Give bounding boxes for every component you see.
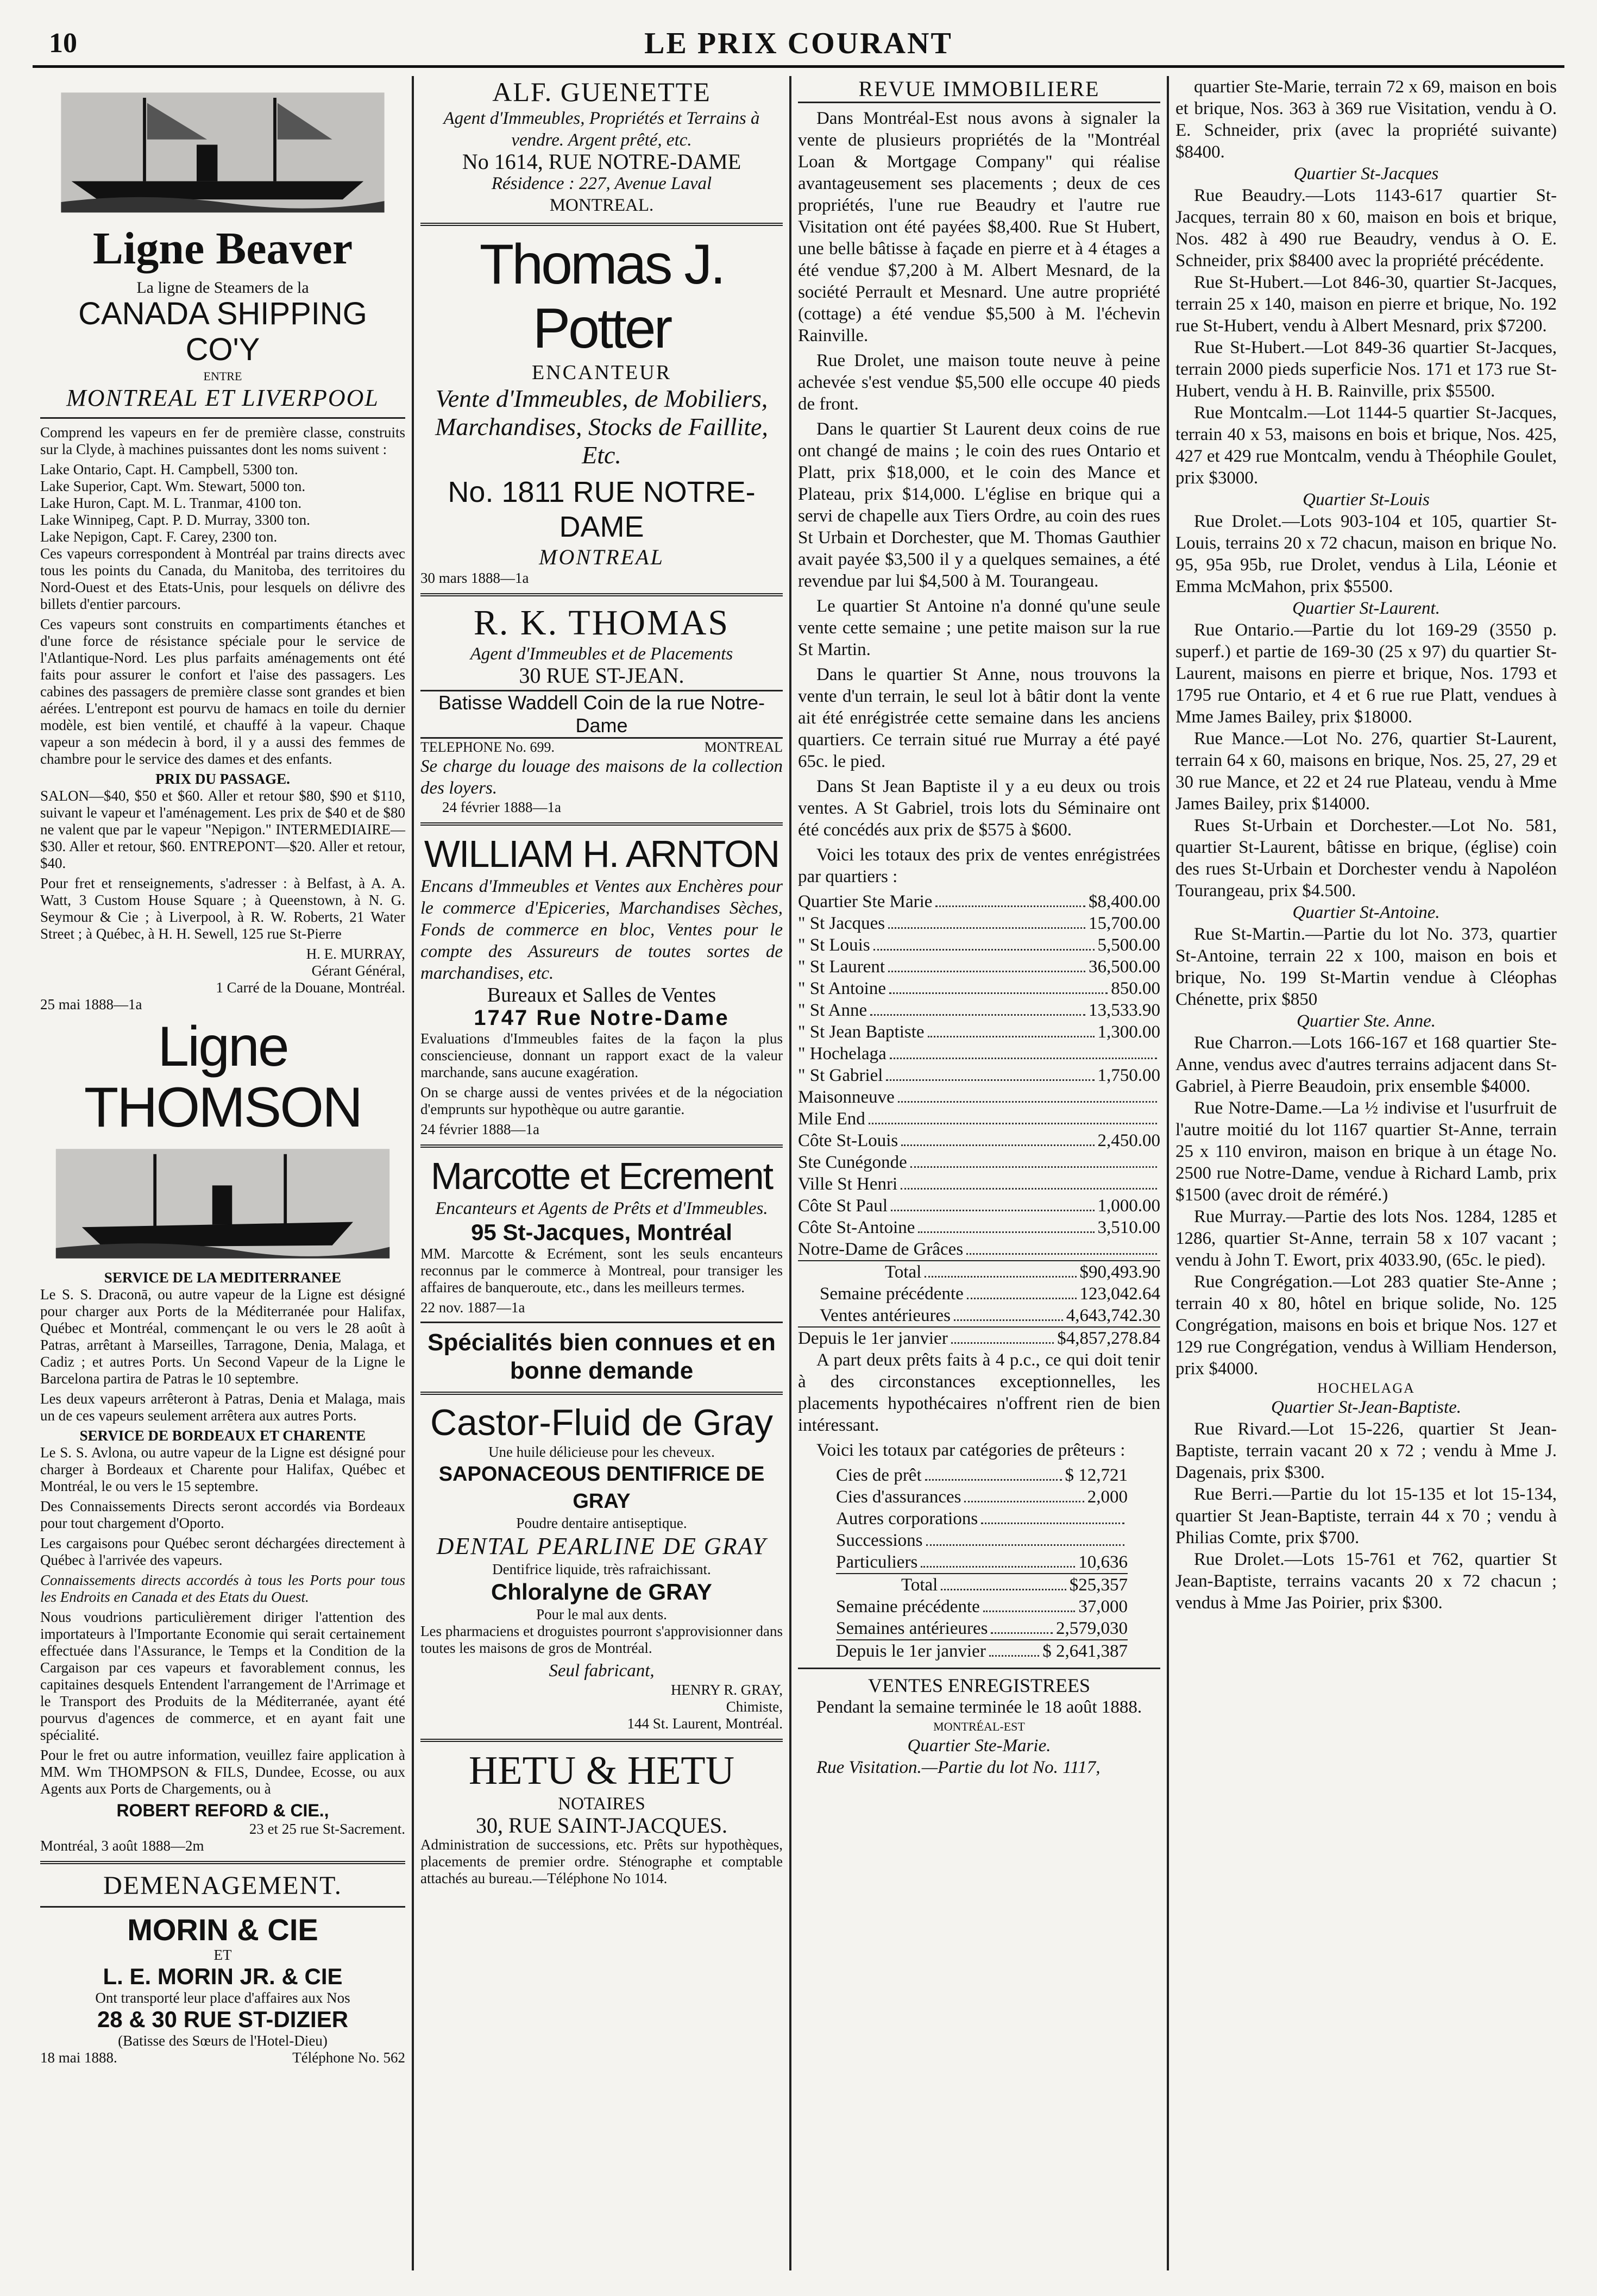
potter-desc: Vente d'Immeubles, de Mobiliers, Marchandises, Stocks de Faillite, Etc. [435,385,768,469]
beaver-signature: 1 Carré de la Douane, Montréal. [216,979,405,996]
gray-maker: 144 St. Laurent, Montréal. [627,1715,783,1732]
gray-castor-desc: Une huile délicieuse pour les cheveux. [488,1444,715,1460]
thomson-date: Montréal, 3 août 1888—2m [40,1838,204,1854]
demenagement-date: 18 mai 1888. [40,2049,117,2066]
guenette-name: ALF. GUENETTE [492,77,711,107]
sale-entry: Rue Mance.—Lot No. 276, quartier St-Laurent, terrain 64 x 60, maisons en brique, Nos. 25, 27, 29 et 30 rue Mance, et 22 et 24 rue Plateau, vendu à Mme James Bailey, prix $14000. [1175,729,1557,814]
demenagement-firm: MORIN & CIE [127,1913,318,1947]
table-row: " St Jean Baptiste 1,300.00 [798,1022,1160,1042]
thomson-title: Ligne THOMSON [84,1015,362,1139]
potter-name: Thomas J. Potter [479,233,724,360]
sale-entry: Rue St-Martin.—Partie du lot No. 373, quartier St-Antoine, terrain 22 x 100, maison en bois et brique, No. 199 St-Martin vendue à Cléophas Chénette, prix $850 [1175,924,1557,1009]
potter-date: 30 mars 1888—1a [420,570,529,586]
table-row: Quartier Ste Marie $8,400.00 [798,892,1160,911]
guenette-desc: Agent d'Immeubles, Propriétés et Terrains à vendre. Argent prêté, etc. [443,109,760,150]
thomson-bord-title: SERVICE DE BORDEAUX ET CHARENTE [79,1427,366,1444]
table-row: Cies d'assurances 2,000 [836,1487,1128,1507]
beaver-fret: Pour fret et renseignements, s'adresser : à Belfast, à A. A. Watt, 3 Custom House Square ; à Queenstown, à N. G. Seymour & Cie ; à Liverpool, à R. W. Roberts, 21 Water Street ; à Québec, à H. H. Sewell, 125 rue St-Pierre [40,875,405,942]
masthead: LE PRIX COURANT [644,27,953,60]
demenagement-title: DEMENAGEMENT. [103,1871,342,1900]
thomson-paragraph: Les cargaisons pour Québec seront déchargées directement à Québec à l'arrivée des vapeurs. [40,1535,405,1568]
list-item: Lake Ontario, Capt. H. Campbell, 5300 ton. [40,461,298,477]
table-row: Côte St-Louis 2,450.00 [798,1131,1160,1150]
table-row: " St Laurent 36,500.00 [798,957,1160,977]
table-row: Particuliers 10,636 [836,1552,1128,1572]
hetu-text: Administration de successions, etc. Prêts sur hypothèques, placements de premier ordre. Sténographe et comptable attachés au bureau.—Téléphone No 1014. [420,1836,783,1886]
list-item: Lake Huron, Capt. M. L. Tranmar, 4100 ton. [40,495,302,511]
preteurs-table [798,1464,1160,1662]
demenagement-note: (Batisse des Sœurs de l'Hotel-Dieu) [118,2033,328,2049]
table-row: " St Gabriel 1,750.00 [798,1066,1160,1085]
table-row: Semaine précédente 123,042.64 [820,1284,1160,1304]
gray-pearline: DENTAL PEARLINE DE GRAY [436,1533,767,1559]
rkthomas-city: MONTREAL [704,739,783,755]
marcotte-date: 22 nov. 1887—1a [420,1299,525,1316]
column-2 [413,76,790,2270]
sale-entry: Rue St-Hubert.—Lot 849-36 quartier St-Jacques, terrain 2000 pieds superficie Nos. 171 et 173 rue St-Hubert, vendu à H. B. Rainville, prix $5500. [1175,338,1557,401]
potter-role: ENCANTEUR [531,361,672,384]
revue-paragraph: Voici les totaux par catégories de prêteurs : [816,1440,1126,1460]
table-row: " Hochelaga [798,1043,1160,1065]
hetu-role: NOTAIRES [558,1794,645,1814]
beaver-signature: Gérant Général, [311,963,405,979]
column-4 [1168,76,1564,2270]
arnton-bureaux: Bureaux et Salles de Ventes [487,984,716,1007]
steamship-engraving [40,1141,405,1266]
beaver-entre: ENTRE [203,369,242,383]
arnton-date: 24 février 1888—1a [420,1121,539,1137]
thomson-paragraph: Pour le fret ou autre information, veuillez faire application à MM. Wm THOMPSON & FILS, Dundee, Ecosse, ou aux Agents aux Ports de Chargements, ou à [40,1747,405,1797]
gray-saponaceous: SAPONACEOUS DENTIFRICE DE GRAY [438,1463,765,1513]
beaver-title: Ligne Beaver [92,223,353,274]
sale-entry: Rues St-Urbain et Dorchester.—Lot No. 581, quartier St-Laurent, bâtisse en brique, (église) coin des rues St-Urbain et Dorchester vendu à Napoléon Tourangeau, prix $4.500. [1175,816,1557,901]
beaver-company: CANADA SHIPPING CO'Y [78,296,367,367]
table-row: Mile End [798,1108,1160,1130]
page-header [33,22,1564,68]
table-row: " St Antoine 850.00 [798,979,1160,998]
gray-chloralyne: Chloralyne de GRAY [491,1579,712,1605]
gray-specialites: Spécialités bien connues et en bonne demande [427,1329,776,1384]
potter-city: MONTREAL [539,545,664,569]
steamship-icon [40,1141,405,1266]
column-3 [790,76,1168,2270]
table-row: Maisonneuve [798,1086,1160,1108]
gray-pearline-desc: Dentifrice liquide, très rafraichissant. [492,1561,711,1577]
guenette-address: No 1614, RUE NOTRE-DAME [462,149,741,174]
table-row: Semaines antérieures 2,579,030 [836,1619,1128,1638]
beaver-prix-title: PRIX DU PASSAGE. [155,771,290,787]
table-row: Côte St Paul 1,000.00 [798,1196,1160,1216]
sale-entry: Rue Montcalm.—Lot 1144-5 quartier St-Jacques, terrain 40 x 53, maisons en bois et brique, Nos. 425, 427 et 429 rue Montcalm, vendu à Théophile Goulet, prix $3000. [1175,403,1557,488]
ship-list [40,461,405,545]
demenagement-address: 28 & 30 RUE ST-DIZIER [97,2006,349,2032]
sale-entry: Rue Drolet.—Lots 903-104 et 105, quartier St-Louis, terrains 20 x 72 chacun, maison en brique No. 95, 95a 95b, rue Drolet, vendus à Lila, Léonie et Emma McMahon, prix $5500. [1175,512,1557,596]
thomson-agent: ROBERT REFORD & CIE., [116,1801,329,1820]
sale-entry: Rue St-Hubert.—Lot 846-30, quartier St-Jacques, terrain 25 x 140, maison en pierre et brique, No. 192 rue St-Hubert, vendu à Albert Mesnard, prix $7200. [1175,273,1557,336]
table-row: Côte St-Antoine 3,510.00 [798,1218,1160,1237]
revue-paragraph: Rue Drolet, une maison toute neuve à peine achevée s'est vendue $5,500 elle occupe 40 pieds de front. [798,351,1160,414]
table-row: Total $90,493.90 [798,1260,1160,1283]
revue-paragraph: A part deux prêts faits à 4 p.c., ce qui doit tenir à des circonstances exceptionnelles, les placements hypothécaires n'offrent rien de bien intéressant. [798,1350,1160,1435]
table-row: " St Anne 13,533.90 [798,1001,1160,1020]
arnton-desc: Encans d'Immeubles et Ventes aux Enchères pour le commerce d'Epiceries, Marchandises Sèches, Fonds de commerce en bloc, Ventes pour le compte des Assureurs de toutes sortes de marchandises, etc. [420,877,783,983]
hetu-name: HETU & HETU [468,1748,735,1793]
beaver-date: 25 mai 1888—1a [40,996,142,1012]
revue-paragraph: Dans le quartier St Anne, nous trouvons la vente d'un terrain, le seul lot à bâtir dont la vente ait été enrégistrée cette semaine dans les anciens quartiers. Ce terrain situé rue Murray a été payé 65c. le pied. [798,665,1160,771]
rkthomas-name: R. K. THOMAS [473,603,730,643]
thomson-paragraph: Les deux vapeurs arrêteront à Patras, Denia et Malaga, mais un de ces vapeurs seulement arrêtera aux autres Ports. [40,1391,405,1424]
demenagement-text: Ont transporté leur place d'affaires aux Nos [95,1990,350,2006]
column-1 [33,76,413,2270]
arnton-eval2: On se charge aussi de ventes privées et de la négociation d'emprunts sur hypothèque ou autre garantie. [420,1084,783,1117]
table-row: Successions [836,1530,1128,1551]
demenagement-et: ET [213,1947,232,1963]
sale-entry: Rue Berri.—Partie du lot 15-135 et lot 15-134, quartier St Jean-Baptiste, terrain 44 x 70 ; vendu à Philias Comte, prix $700. [1175,1484,1557,1548]
gray-seul: Seul fabricant, [549,1661,655,1681]
guenette-residence: Résidence : 227, Avenue Laval [491,174,712,193]
rkthomas-date: 24 février 1888—1a [442,799,561,815]
thomson-paragraph: Nous voudrions particulièrement diriger l'attention des importateurs à l'Importante Economie qui serait certainement effectuée dans l'Assurance, le Temps et la Condition de la Cargaison par ces vapeurs et favorablement connus, les capitaines desquels Entendent l'arrangement de l'Arrimage et le Transport des Produits de la Méditerranée, ayant été pourvus d'agences de commerce, et en ayant fait une spécialité. [40,1609,405,1743]
page-number: 10 [49,28,77,59]
table-row: " St Jacques 15,700.00 [798,914,1160,933]
arnton-name: WILLIAM H. ARNTON [424,833,779,875]
sale-entry: Rue Ontario.—Partie du lot 169-29 (3550 p. superf.) et partie de 169-30 (25 x 97) du quartier St-Laurent, maisons en pierre et brique, Nos. 1793 et 1795 rue Ontario, et 4 et 6 rue rue Platt, vendues à Mme James Bailey, prix $18000. [1175,620,1557,727]
arnton-address: 1747 Rue Notre-Dame [474,1006,730,1030]
thomson-agent-address: 23 et 25 rue St-Sacrement. [249,1821,405,1837]
gray-maker: HENRY R. GRAY, [670,1682,783,1698]
gray-saponaceous-desc: Poudre dentaire antiseptique. [516,1515,687,1531]
thomson-paragraph: Connaissements directs accordés à tous les Ports pour tous les Endroits en Canada et des Etats du Ouest. [40,1572,405,1605]
rkthomas-tel: TELEPHONE No. 699. [420,739,555,755]
beaver-paragraph: Ces vapeurs correspondent à Montréal par trains directs avec tous les points du Canada, du Manitoba, des territoires du Nord-Ouest et des Etats-Unis, pour lesquels on délivre des billets d'entier parcours. [40,545,405,612]
steamship-engraving [40,79,405,221]
marcotte-address: 95 St-Jacques, Montréal [471,1219,732,1245]
table-row: Depuis le 1er janvier $ 2,641,387 [836,1639,1128,1662]
revue-paragraph: Dans Montréal-Est nous avons à signaler la vente de plusieurs propriétés de la "Montréal Loan & Mortgage Company" qui réalise avantageusement ses placements ; deux de ces propriétés, l'une rue Beaudry et l'autre rue Visitation ont été payées $8,400. Rue St Hubert, une belle bâtisse à façade en pierre et à 4 étages a été vendue $7,200 à M. Albert Mesnard, de la société Perrault et Mesnard. Une autre propriété (cottage) a été vendue $5,500 à M. l'échevin Rainville. [798,109,1160,345]
beaver-signature: H. E. MURRAY, [306,946,405,962]
thomson-paragraph: Des Connaissements Directs seront accordés via Bordeaux pour tout chargement d'Oporto. [40,1498,405,1531]
table-row: Ventes antérieures 4,643,742.30 [820,1306,1160,1325]
revue-title: REVUE IMMOBILIERE [798,76,1160,103]
ventes-ste-marie: Quartier Ste-Marie. [907,1736,1051,1756]
gray-maker: Chimiste, [726,1699,783,1715]
gray-castor: Castor-Fluid de Gray [430,1402,774,1443]
section-heading: Quartier St-Antoine. [1292,903,1440,922]
ventes-subtitle: Pendant la semaine terminée le 18 août 1888. [816,1697,1142,1717]
table-row: Cies de prêt $ 12,721 [836,1465,1128,1485]
revue-paragraph: Voici les totaux des prix de ventes enrégistrées par quartiers : [798,845,1160,886]
section-heading: Quartier Ste. Anne. [1296,1011,1436,1031]
sale-entry: Rue Notre-Dame.—La ½ indivise et l'usurfruit de l'autre moitié du lot 1167 quartier St-Anne, terrain 25 x 110 environ, maison en brique à un étage No. 2500 rue Notre-Dame, vendue à Richard Lamb, prix $1500 (avec droit de réméré.) [1175,1098,1557,1205]
section-heading: Quartier St-Jean-Baptiste. [1271,1398,1462,1417]
sale-entry: Rue Charron.—Lots 166-167 et 168 quartier Ste-Anne, vendus avec d'autres terrains adjacent dans St-Gabriel, à Pierre Beaudoin, prix ensemble $4000. [1175,1033,1557,1096]
revue-paragraph: Le quartier St Antoine n'a donné qu'une seule vente cette semaine ; une petite maison sur la rue St Martin. [798,596,1160,659]
thomson-paragraph: Le S. S. Draconā, ou autre vapeur de la Ligne est désigné pour charger aux Ports de la Méditerranée pour Halifax, Québec et Montréal, commençant le ou vers le 28 août à Patras, arrêtant à Marseilles, Tarragone, Denia, Malaga, et Cadiz ; et autres Ports. Un Second Vapeur de la Ligne le Barcelona partira de Patras le 10 septembre. [40,1286,405,1387]
list-item: Lake Winnipeg, Capt. P. D. Murray, 3300 ton. [40,512,310,528]
sale-entry: Rue Drolet.—Lots 15-761 et 762, quartier St Jean-Baptiste, terrains vacants 20 x 72 chacun ; vendus à Mme Jas Poirier, prix $300. [1175,1550,1557,1613]
gray-chloralyne-desc: Pour le mal aux dents. [536,1606,667,1622]
list-item: Lake Nepigon, Capt. F. Carey, 2300 ton. [40,529,278,545]
revue-paragraph: Dans St Jean Baptiste il y a eu deux ou trois ventes. A St Gabriel, trois lots du Séminaire ont été concédés aux prix de $575 à $600. [798,777,1160,840]
rkthomas-note: Se charge du louage des maisons de la collection des loyers. [420,757,783,798]
rkthomas-building: Batisse Waddell Coin de la rue Notre-Dame [420,690,783,739]
steamship-icon [40,79,405,221]
marcotte-text: MM. Marcotte & Ecrément, sont les seuls encanteurs reconnus par le commerce à Montreal, pour transiger les affaires de banqueroute, etc., dans les meilleurs termes. [420,1245,783,1295]
revue-paragraph: Dans le quartier St Laurent deux coins de rue ont changé de mains ; le coin des rues Ontario et Platt, prix $18,000, et le coin des Mance et Plateau, prix $14,000. L'église en brique qui a servi de chapelle aux Tiers Ordre, au coin des rues St Urbain et Dorchester, que M. Thomas Gauthier avait payée $3,500 il y a quelques semaines, a été revendue par lui $4,500 à M. Tourangeau. [798,419,1160,591]
beaver-route: MONTREAL ET LIVERPOOL [66,385,379,411]
list-item: Lake Superior, Capt. Wm. Stewart, 5000 ton. [40,478,306,494]
sale-entry: Rue Murray.—Partie des lots Nos. 1284, 1285 et 1286, quartier St-Anne, terrain 58 x 107 vacant ; vendu à John T. Ewort, prix 4033.90, (65c. le pied). [1175,1207,1557,1270]
ventes-title: VENTES ENREGISTREES [868,1675,1090,1696]
arnton-eval: Evaluations d'Immeubles faites de la façon la plus consciencieuse, donnant un rapport exact de la valeur marchande, sans aucune exagération. [420,1030,783,1080]
marcotte-name: Marcotte et Ecrement [430,1155,773,1197]
table-row: Semaine précédente 37,000 [836,1597,1128,1616]
table-row: Notre-Dame de Grâces [798,1238,1160,1260]
beaver-subtitle: La ligne de Steamers de la [136,279,309,297]
demenagement-tel: Téléphone No. 562 [292,2049,405,2066]
section-heading: Quartier St-Jacques [1293,164,1439,184]
beaver-intro: Comprend les vapeurs en fer de première classe, construits sur la Clyde, à machines puissantes dont les noms suivent : [40,424,405,457]
sale-entry: Rue Beaudry.—Lots 1143-617 quartier St-Jacques, terrain 80 x 60, maison en bois et brique, Nos. 482 à 490 rue Beaudry, vendus à O. E. Schneider, prix $8400 avec la propriété précédente. [1175,186,1557,271]
marcotte-desc: Encanteurs et Agents de Prêts et d'Immeubles. [435,1199,768,1218]
quartiers-table [798,891,1160,1349]
sale-entry: Rue Congrégation.—Lot 283 quatier Ste-Anne ; terrain 40 x 80, hôtel en brique solide, No. 125 Congrégation, maisons en bois et brique Nos. 127 et 129 rue Congrégation, vendus à William Henderson, prix $4000. [1175,1272,1557,1379]
guenette-city: MONTREAL. [549,196,654,215]
table-row: Depuis le 1er janvier $4,857,278.84 [798,1326,1160,1349]
demenagement-firm2: L. E. MORIN JR. & CIE [103,1964,343,1989]
table-row: Total $25,357 [836,1573,1128,1596]
beaver-prix: SALON—$40, $50 et $60. Aller et retour $80, $90 et $110, suivant le vapeur et l'aménagement. Les prix de $40 et de $80 ne valent que par le vapeur "Nepigon." INTERMEDIAIRE—$30. Aller et retour, $60. ENTREPONT—$20. Aller et retour, $40. [40,788,405,871]
potter-address: No. 1811 RUE NOTRE-DAME [448,476,756,543]
sale-entry: quartier Ste-Marie, terrain 72 x 69, maison en bois et brique, Nos. 363 à 369 rue Visitation, vendu à O. E. Schneider, prix (avec la propriété suivante) $8400. [1175,77,1557,162]
table-row: " St Louis 5,500.00 [798,935,1160,955]
beaver-paragraph: Ces vapeurs sont construits en compartiments étanches et d'une force de résistance spéciale pour le service de l'Atlantique-Nord. Les plus parfaits aménagements ont été faits pour assurer le confort et l'aise des passagers. Les cabines des passagers de première classe sont grandes et bien aérées. L'entrepont est pourvu de hamacs en toile du dernier modèle, est bien ventilé, et chauffé à la vapeur. Chaque vapeur a son médecin à bord, il y a aussi des femmes de chambre pour le service des dames et des enfants. [40,616,405,767]
section-heading: Quartier St-Laurent. [1292,599,1440,618]
rkthomas-address: 30 RUE ST-JEAN. [519,663,684,688]
thomson-med-title: SERVICE DE LA MEDITERRANEE [104,1269,342,1286]
table-row: Autres corporations [836,1508,1128,1530]
sale-entry: Rue Rivard.—Lot 15-226, quartier St Jean-Baptiste, terrain vacant 20 x 72 ; vendu à Mme J. Dagenais, prix $300. [1175,1419,1557,1482]
table-row: Ville St Henri [798,1173,1160,1195]
rkthomas-desc: Agent d'Immeubles et de Placements [470,644,733,664]
table-row: Ste Cunégonde [798,1152,1160,1173]
thomson-paragraph: Le S. S. Avlona, ou autre vapeur de la Ligne est désigné pour charger à Bordeaux et Charente pour Halifax, Québec et Montréal, le ou vers le 15 septembre. [40,1444,405,1494]
ventes-visitation: Rue Visitation.—Partie du lot No. 1117, [816,1758,1101,1777]
ventes-montreal-est: MONTRÉAL-EST [933,1720,1025,1733]
section-heading: Quartier St-Louis [1303,490,1430,509]
gray-pharm: Les pharmaciens et droguistes pourront s'approvisionner dans toutes les maisons de gros de Montréal. [420,1623,783,1656]
district-heading: HOCHELAGA [1317,1380,1415,1396]
hetu-address: 30, RUE SAINT-JACQUES. [475,1813,727,1838]
